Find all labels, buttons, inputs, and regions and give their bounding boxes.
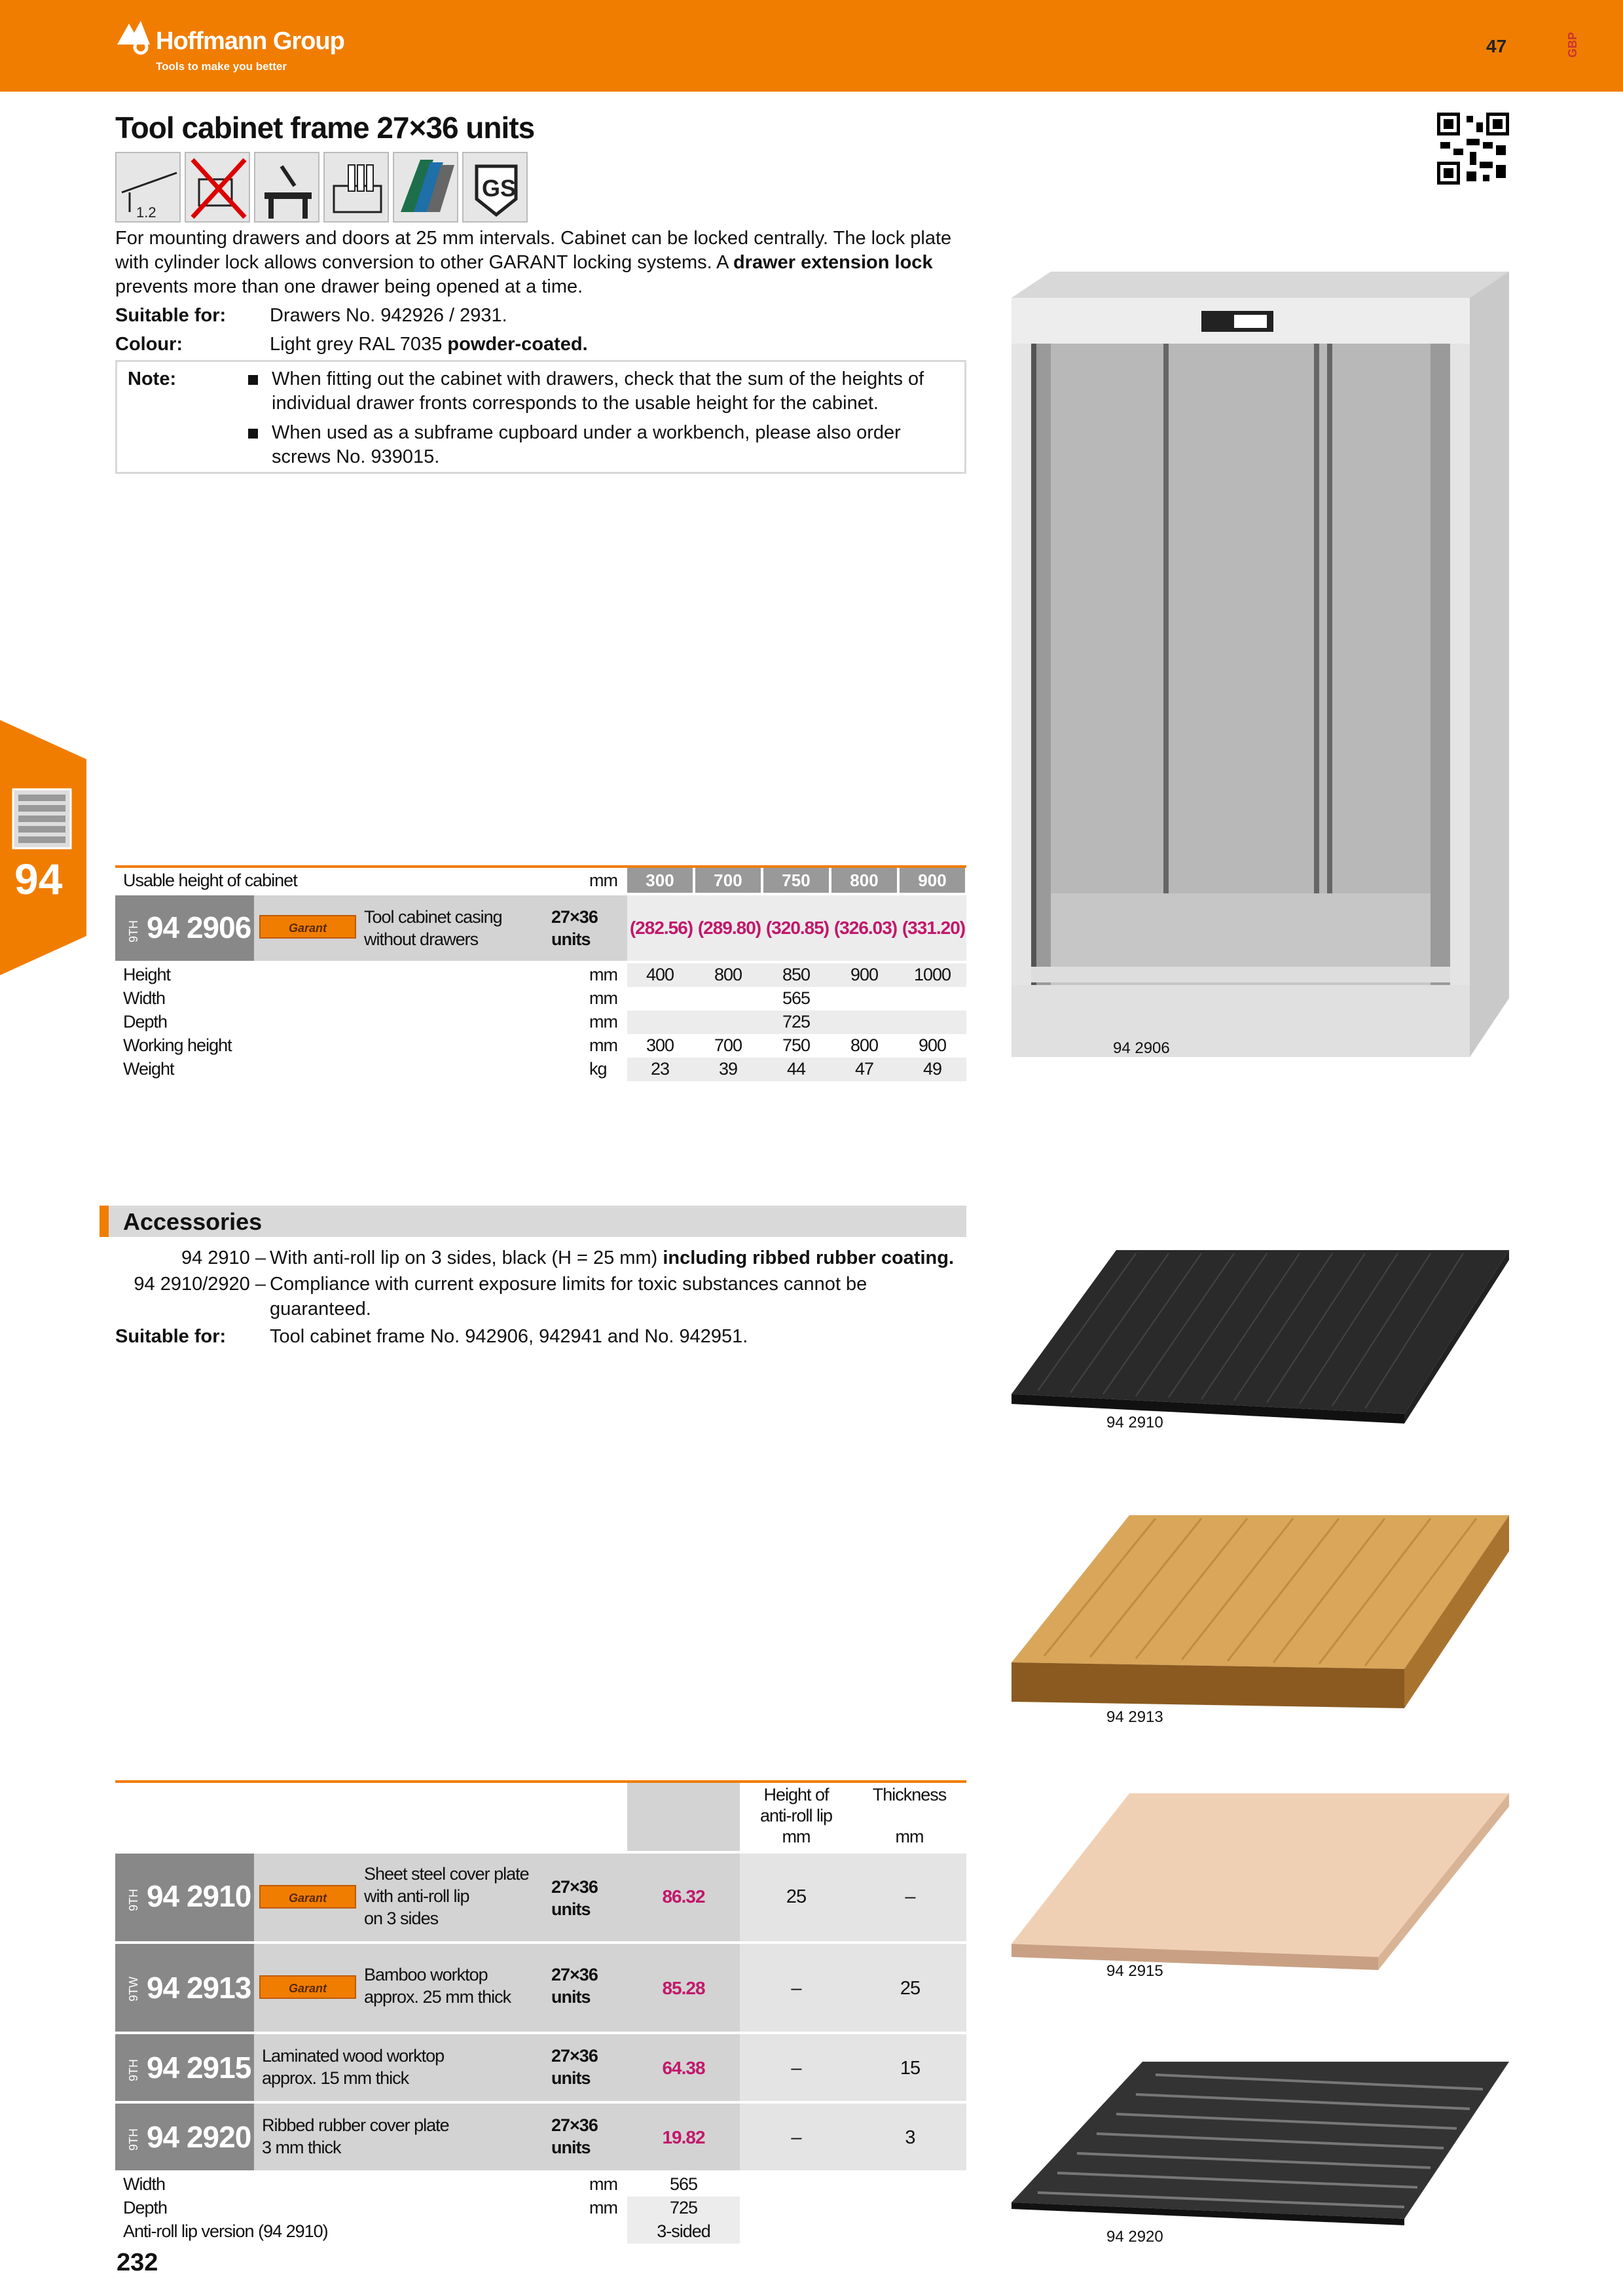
gs-certified-icon	[462, 152, 528, 223]
price-cell: (320.85)	[765, 918, 830, 938]
thickness-value: –	[905, 1886, 915, 1907]
row-unit: mm	[589, 988, 617, 1008]
accessory-ref: 94 2910 –	[181, 1247, 266, 1268]
row-label: Width	[123, 2174, 166, 2194]
article-description: Sheet steel cover plate with anti-roll lip on 3 sides	[364, 1864, 529, 1928]
article-number: 94 2906	[147, 910, 251, 944]
price-cell: (289.80)	[697, 918, 761, 938]
garant-brand-logo: Garant	[259, 1975, 356, 1999]
accessory-note: With anti-roll lip on 3 sides, black (H = 25 mm) including ribbed rubber coating.	[270, 1247, 955, 1268]
accessories-title: Accessories	[123, 1208, 263, 1235]
lip-height-value: –	[791, 1978, 801, 1999]
colour-value: Light grey RAL 7035 powder-coated.	[270, 334, 588, 355]
product-description: For mounting drawers and doors at 25 mm intervals. Cabinet can be locked centrally. The lock plate with cylinder lock allows conversion to other GARANT locking systems. A drawer extension lock prevents more than one drawer being opened at a time.	[115, 228, 952, 297]
row-value: 850	[782, 965, 811, 984]
row-value: 800	[850, 1035, 879, 1055]
workbench-icon	[254, 152, 319, 223]
accessory-suitable-value: Tool cabinet frame No. 942906, 942941 and No. 942951.	[270, 1326, 748, 1347]
row-value: 49	[922, 1059, 942, 1079]
article-description: Bamboo worktop approx. 25 mm thick	[364, 1965, 511, 2007]
garant-brand-logo: Garant	[259, 915, 356, 939]
usable-height-unit: mm	[589, 870, 617, 890]
row-value: 900	[918, 1035, 947, 1055]
article-number: 94 2913	[147, 1971, 251, 2005]
column-header: 700	[695, 868, 761, 893]
lip-height-value: –	[791, 2058, 801, 2079]
section-number: 94	[14, 855, 63, 903]
column-header: 750	[763, 868, 829, 893]
catalog-page-number: 47	[1486, 36, 1507, 56]
row-value: 400	[646, 965, 674, 984]
steel-mat-caption: 94 2910	[1106, 1414, 1163, 1431]
column-header: 900	[900, 868, 965, 893]
article-number: 94 2920	[147, 2120, 251, 2154]
brand-tagline: Tools to make you better	[156, 60, 287, 73]
article-prefix: 9TH	[127, 2058, 140, 2081]
row-value: 565	[669, 2174, 698, 2194]
article-description: Laminated wood worktop approx. 15 mm thick	[262, 2046, 445, 2088]
row-value: 750	[782, 1035, 811, 1055]
row-value: 800	[714, 965, 742, 984]
note-item: When used as a subframe cupboard under a workbench, please also order screws No. 939015.	[272, 421, 953, 469]
note-label: Note:	[128, 368, 177, 389]
row-value: 23	[650, 1059, 670, 1079]
row-value: 300	[646, 1035, 674, 1055]
row-unit: mm	[589, 2174, 617, 2194]
row-value: 700	[714, 1035, 742, 1055]
article-number: 94 2910	[147, 1879, 251, 1913]
column-header: 800	[831, 868, 897, 893]
bamboo-worktop-caption: 94 2913	[1106, 1708, 1163, 1726]
price-cell: 64.38	[662, 2058, 705, 2078]
accessory-suitable-label: Suitable for:	[115, 1326, 227, 1347]
row-unit: kg	[589, 1059, 607, 1079]
rubber-mat-image	[1012, 2062, 1509, 2225]
lip-height-value: –	[791, 2127, 801, 2148]
article-size: 27×36 units	[551, 2046, 598, 2088]
brand-name: Hoffmann Group	[156, 27, 344, 55]
article-prefix: 9TH	[127, 2128, 140, 2151]
accessories-marker	[100, 1206, 109, 1237]
no-forklift-icon	[185, 152, 250, 223]
article-prefix: 9TH	[127, 920, 140, 942]
article-description: Ribbed rubber cover plate 3 mm thick	[262, 2115, 449, 2157]
svg-text:GS: GS	[482, 175, 517, 202]
row-unit: mm	[589, 965, 617, 984]
row-value: 900	[850, 965, 879, 984]
price-cell: (331.20)	[902, 918, 966, 938]
article-description: Tool cabinet casing	[364, 907, 502, 927]
thickness-value: 25	[900, 1978, 921, 1999]
page-number: 232	[117, 2249, 158, 2276]
note-item: When fitting out the cabinet with drawers, check that the sum of the heights of individual drawer fronts corresponds to the usable height for the cabinet.	[272, 367, 953, 416]
article-description: without drawers	[364, 929, 479, 949]
laminate-worktop-caption: 94 2915	[1106, 1962, 1163, 1980]
price-cell: 85.28	[662, 1978, 705, 1998]
price-cell: (282.56)	[629, 918, 693, 938]
garant-brand-logo: Garant	[259, 1885, 356, 1909]
article-prefix: 9TH	[127, 1888, 140, 1911]
row-label: Height	[123, 965, 171, 984]
section-tab	[0, 720, 86, 975]
suitable-for-value: Drawers No. 942926 / 2931.	[270, 305, 507, 326]
lip-height-header: Height of anti-roll lip mm	[759, 1785, 833, 1846]
row-label: Depth	[123, 2198, 168, 2217]
region-code: GBP	[1566, 31, 1579, 58]
cabinet-product-image	[1012, 272, 1509, 1057]
page-title: Tool cabinet frame 27×36 units	[115, 111, 535, 145]
article-size-unit: units	[551, 929, 591, 949]
svg-text:1.2: 1.2	[136, 204, 156, 221]
hoffmann-logo-icon	[115, 18, 153, 56]
lip-height-value: 25	[786, 1886, 807, 1907]
row-label: Weight	[123, 1059, 174, 1079]
suitable-for-label: Suitable for:	[115, 305, 227, 326]
row-value: 565	[782, 988, 811, 1008]
column-header: 300	[627, 868, 693, 893]
usable-height-label: Usable height of cabinet	[123, 870, 297, 890]
row-value: 725	[669, 2198, 698, 2217]
accessory-note: guaranteed.	[270, 1299, 371, 1319]
row-value: 3-sided	[657, 2221, 710, 2241]
colour-label: Colour:	[115, 334, 183, 355]
accessory-note: Compliance with current exposure limits for toxic substances cannot be	[270, 1274, 867, 1295]
row-value: 47	[854, 1059, 874, 1079]
steel-mat-image	[1012, 1244, 1509, 1433]
price-cell: 86.32	[662, 1886, 705, 1907]
accessory-ref: 94 2910/2920 –	[134, 1274, 266, 1295]
price-cell: (326.03)	[833, 918, 898, 938]
article-prefix: 9TW	[127, 1977, 140, 2001]
qr-code-icon	[1437, 113, 1509, 185]
row-value: 39	[718, 1059, 738, 1079]
bamboo-worktop-image	[1012, 1512, 1509, 1708]
folder-storage-icon	[323, 152, 389, 223]
article-size: 27×36 units	[551, 2115, 598, 2157]
colour-swatch-icon	[393, 152, 458, 223]
row-value: 725	[782, 1012, 811, 1031]
row-value: 1000	[913, 965, 951, 984]
row-label: Depth	[123, 1012, 168, 1031]
article-size: 27×36 units	[551, 1877, 598, 1919]
article-size: 27×36	[551, 907, 598, 927]
row-value: 44	[786, 1059, 806, 1079]
article-size: 27×36 units	[551, 1965, 598, 2007]
note-box	[115, 360, 966, 474]
load-capacity-icon	[115, 152, 181, 223]
thickness-value: 15	[900, 2058, 921, 2079]
cabinet-caption: 94 2906	[1113, 1039, 1170, 1057]
row-unit: mm	[589, 2198, 617, 2217]
row-unit: mm	[589, 1035, 617, 1055]
row-label: Working height	[123, 1035, 232, 1055]
price-header-cell	[627, 1783, 740, 1851]
row-label: Width	[123, 988, 166, 1008]
article-number: 94 2915	[147, 2051, 251, 2085]
row-label: Anti-roll lip version (94 2910)	[123, 2221, 328, 2241]
rubber-mat-caption: 94 2920	[1106, 2228, 1163, 2246]
table-top-rule	[115, 1780, 966, 1783]
thickness-value: 3	[905, 2127, 915, 2148]
price-cell: 19.82	[662, 2127, 705, 2147]
thickness-header: Thickness mm	[872, 1785, 947, 1846]
laminate-worktop-image	[1012, 1793, 1509, 1977]
row-unit: mm	[589, 1012, 617, 1031]
